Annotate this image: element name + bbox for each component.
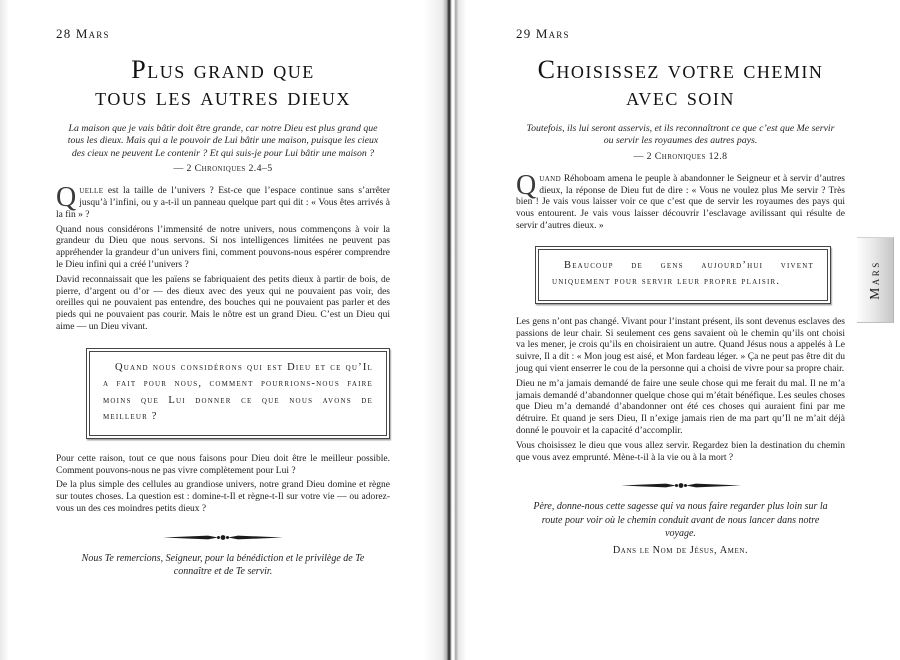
month-thumb-tab [857, 237, 894, 323]
page-date-left: 28 Mars [56, 26, 110, 41]
callout-box-inner [89, 351, 387, 436]
body-paragraph: Dieu ne m’a jamais demandé de faire une seule chose qui me ferait du mal. Il ne m’a jamais demandé d’abandonner quelque chose qui m’était bénéfique. Les seules choses que Dieu m’a demandé d’abandonner ont été ces choses qui auraient fini par me détruire. Et quand je sers Dieu, Il n’exige jamais rien de ma part qu’Il ne m’ait déjà donné le pouvoir et la capacité d’accomplir. [516, 378, 845, 436]
callout-box [86, 348, 390, 439]
ornament-divider-icon [621, 477, 741, 486]
title-line-2: avec soin [626, 82, 735, 111]
opening-small-caps: uand [539, 173, 562, 184]
scripture-reference: — 2 Chroniques 12.8 [633, 150, 728, 162]
closing-prayer: Nous Te remercions, Seigneur, pour la bénédiction et le privilège de Te connaître et de Te servir. [81, 552, 365, 578]
closing-prayer: Père, donne-nous cette sagesse qui va nous faire regarder plus loin sur la route pour voir où le chemin conduit avant de nous lancer dans notre voyage. [533, 501, 828, 540]
body-paragraph: David reconnaissait que les païens se fabriquaient des petits dieux à partir de bois, de pierre, d’argent ou d’or — des dieux avec des yeux qui ne pouvaient pas voir, des oreilles qui ne pouvaient pas entendre, des bouches qui ne pouvaient pas parler et des pieds qui ne pouvaient pas courir. Mais le nôtre est un grand Dieu. C’est un Dieu qui aime — un Dieu vivant. [56, 274, 390, 332]
drop-cap: Q [516, 169, 537, 201]
devotion-title-right [516, 56, 845, 110]
devotion-title-left [56, 56, 390, 110]
drop-cap: Q [56, 182, 77, 214]
title-line-1: Plus grand que [131, 55, 315, 84]
scripture-epigraph: Toutefois, ils lui seront asservis, et ils reconnaîtront ce que c’est que Me servir ou servir les royaumes des autres pays. [526, 123, 835, 147]
opening-text: est la taille de l’univers ? Est-ce que l’espace continue sans s’arrêter jusqu’à l’infini, ou y a-t-il un panneau quelque part qui dit : « Vous êtes arrivés à la fin » ? [56, 186, 390, 220]
callout-box [535, 246, 831, 304]
body-paragraph: Quand nous considérons l’immensité de notre univers, nous commençons à voir la grandeur du Dieu que nous servons. Si nos intelligences limitées ne peuvent pas appréhender la grandeur d’un univers fini, comment pouvons-nous espérer comprendre le Dieu infini qui a créé l’univers ? [56, 224, 390, 270]
opening-paragraph [56, 182, 390, 221]
title-line-1: Choisissez votre chemin [537, 55, 824, 84]
callout-text: Quand nous considérons qui est Dieu et ce qu’Il a fait pour nous, comment pourrions-nous faire moins que Lui donner ce que nous avons de meilleur ? [103, 361, 373, 423]
opening-small-caps: uelle [79, 186, 104, 197]
page-date-right: 29 Mars [516, 26, 570, 41]
title-line-2: tous les autres dieux [95, 82, 351, 111]
opening-text: Réhoboam amena le peuple à abandonner le Seigneur et à servir d’autres dieux, la réponse de Dieu fut de dire : « Vous ne voulez plus Me servir ? Très bien ! Je vais vous laisser voir ce que c’est que de servir les royaumes des pays qui vous entourent. Je vais vous laisser découvrir l’esclavage avilissant qui résulte de servir d’autres dieux. » [516, 173, 845, 231]
ornament-divider-icon [163, 529, 283, 538]
month-tab-label: Mars [867, 260, 883, 300]
body-paragraph: Les gens n’ont pas changé. Vivant pour l’instant présent, ils sont devenus esclaves des passions de leur chair. Si seulement ces gens savaient où le chemin qu’ils ont choisi va les mener, je crois qu’ils en choisiraient un autre. Quand Jésus nous a appelés à Le suivre, Il a dit : « Mon joug est aisé, et Mon fardeau léger. » Ça ne peut pas être dit du joug qui vient enserrer le cou de la personne qui a choisi de vivre pour sa propre chair. [516, 316, 845, 374]
scripture-epigraph: La maison que je vais bâtir doit être grande, car notre Dieu est plus grand que tous les dieux. Mais qui a le pouvoir de Lui bâtir une maison, puisque les cieux des cieux ne peuvent Le contenir ? Et qui suis-je pour Lui bâtir une maison ? [67, 123, 379, 159]
body-paragraph: De la plus simple des cellules au grandiose univers, notre grand Dieu domine et règne sur toutes choses. La question est : domine-t-Il et règne-t-Il sur votre vie — ou adorez-vous un des ces moindres petits dieux ? [56, 480, 390, 514]
callout-box-inner [538, 249, 828, 301]
page-right [450, 0, 900, 660]
body-paragraph: Pour cette raison, tout ce que nous faisons pour Dieu doit être le meilleur possible. Comment pouvons-nous ne pas vivre complètement pour Lui ? [56, 453, 390, 476]
scripture-reference: — 2 Chroniques 2.4–5 [173, 163, 273, 175]
prayer-amen-line: Dans le Nom de Jésus, Amen. [612, 544, 749, 556]
body-paragraph: Vous choisissez le dieu que vous allez servir. Regardez bien la destination du chemin que vous avez emprunté. Mène-t-il à la vie ou à la mort ? [516, 440, 845, 463]
opening-paragraph [516, 169, 845, 233]
callout-text: Beaucoup de gens aujourd’hui vivent uniquement pour servir leur propre plaisir. [552, 259, 814, 288]
